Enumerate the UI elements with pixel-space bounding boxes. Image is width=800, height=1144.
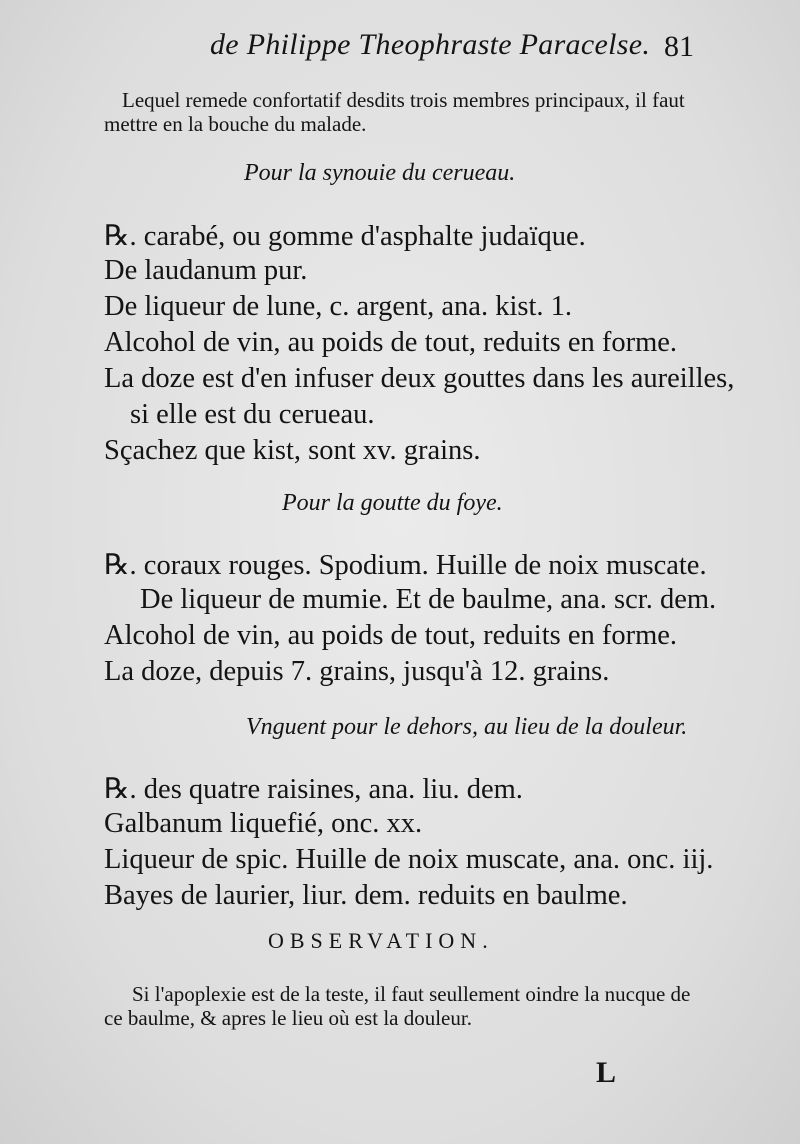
intro-line-2: mettre en la bouche du malade. bbox=[104, 112, 367, 136]
recipe-line: Bayes de laurier, liur. dem. reduits en baulme. bbox=[104, 880, 628, 911]
recipe-line: ℞. coraux rouges. Spodium. Huille de noix muscate. bbox=[104, 550, 707, 581]
recipe-line: ℞. des quatre raisines, ana. liu. dem. bbox=[104, 774, 523, 805]
running-title: de Philippe Theophraste Paracelse. bbox=[210, 28, 651, 61]
observation-line-2: ce baulme, & apres le lieu où est la douleur. bbox=[104, 1006, 472, 1030]
intro-line-1: Lequel remede confortatif desdits trois membres principaux, il faut bbox=[122, 88, 685, 112]
recipe-line: Alcohol de vin, au poids de tout, reduits en forme. bbox=[104, 620, 678, 651]
page-number: 81 bbox=[664, 30, 694, 63]
recipe-line: ℞. carabé, ou gomme d'asphalte judaïque. bbox=[104, 221, 586, 252]
recipe-line: De liqueur de mumie. Et de baulme, ana. scr. dem. bbox=[140, 584, 717, 615]
section-heading: Pour la goutte du foye. bbox=[282, 490, 503, 516]
recipe-line: Alcohol de vin, au poids de tout, reduits en forme. bbox=[104, 327, 678, 358]
recipe-line: De laudanum pur. bbox=[104, 255, 308, 286]
recipe-line: Sçachez que kist, sont xv. grains. bbox=[104, 435, 481, 466]
recipe-line: La doze est d'en infuser deux gouttes dans les aureilles, bbox=[104, 363, 735, 394]
observation-title: OBSERVATION. bbox=[268, 928, 494, 953]
recipe-line: Liqueur de spic. Huille de noix muscate, ana. onc. iij. bbox=[104, 844, 714, 875]
section-heading: Pour la synouie du cerueau. bbox=[244, 160, 516, 186]
recipe-line: si elle est du cerueau. bbox=[130, 399, 375, 430]
section-heading: Vnguent pour le dehors, au lieu de la douleur. bbox=[246, 714, 688, 740]
recipe-line: De liqueur de lune, c. argent, ana. kist. 1. bbox=[104, 291, 572, 322]
observation-line-1: Si l'apoplexie est de la teste, il faut seullement oindre la nucque de bbox=[132, 982, 691, 1006]
recipe-line: La doze, depuis 7. grains, jusqu'à 12. grains. bbox=[104, 656, 610, 687]
catchword: L bbox=[596, 1056, 617, 1089]
recipe-line: Galbanum liquefié, onc. xx. bbox=[104, 808, 423, 839]
